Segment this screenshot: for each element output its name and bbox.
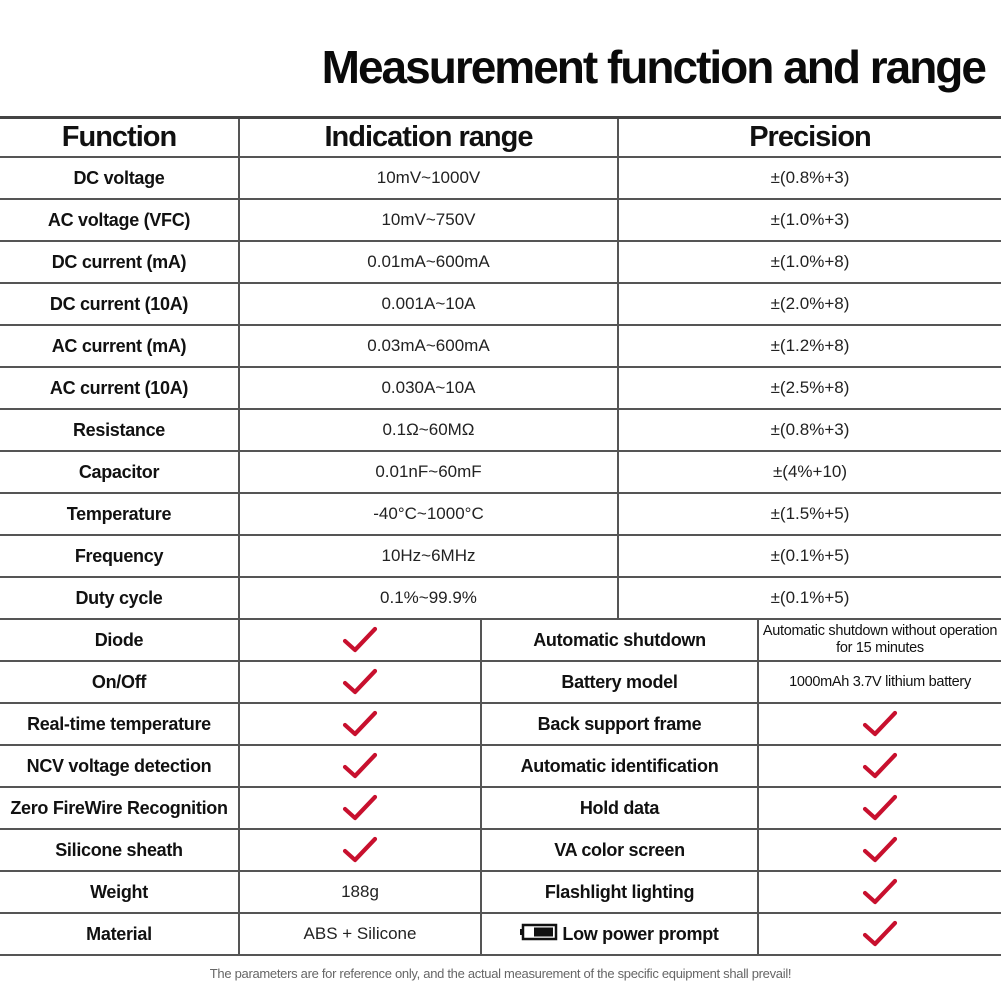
precision-value: ±(0.8%+3): [617, 410, 1001, 450]
spec-table: [0, 116, 1001, 956]
checkmark-icon: [862, 794, 898, 822]
indication-range-value: 0.001A~10A: [238, 284, 617, 324]
precision-value: ±(0.1%+5): [617, 578, 1001, 618]
header-precision: Precision: [617, 119, 1001, 156]
feature-value: [757, 704, 1001, 744]
table-row: [0, 408, 1001, 450]
indication-range-value: -40°C~1000°C: [238, 494, 617, 534]
header-indication-range: Indication range: [238, 119, 617, 156]
checkmark-icon: [862, 710, 898, 738]
feature-label: Zero FireWire Recognition: [10, 797, 228, 818]
indication-range-value: 0.01nF~60mF: [238, 452, 617, 492]
feature-label: Hold data: [480, 788, 757, 828]
precision-value: ±(2.0%+8): [617, 284, 1001, 324]
feature-label: Diode: [94, 629, 144, 650]
table-row: [0, 450, 1001, 492]
precision-value: ±(4%+10): [617, 452, 1001, 492]
indication-range-value: 0.03mA~600mA: [238, 326, 617, 366]
function-label: AC current (mA): [51, 335, 187, 356]
feature-value: [238, 746, 480, 786]
header-function: Function: [61, 121, 177, 153]
feature-value: [238, 788, 480, 828]
function-label: DC current (10A): [49, 293, 189, 314]
feature-value: [757, 746, 1001, 786]
function-label: AC voltage (VFC): [47, 209, 191, 230]
feature-value: [757, 830, 1001, 870]
indication-range-value: 0.030A~10A: [238, 368, 617, 408]
feature-value: [238, 662, 480, 702]
feature-value: [238, 830, 480, 870]
feature-row: [0, 828, 1001, 870]
feature-label: Flashlight lighting: [480, 872, 757, 912]
feature-value: ABS + Silicone: [238, 914, 480, 954]
feature-label: Real-time temperature: [27, 713, 211, 734]
indication-range-value: 0.1Ω~60MΩ: [238, 410, 617, 450]
footer-note: The parameters are for reference only, and the actual measurement of the specific equipment shall prevail!: [209, 966, 792, 981]
table-row: [0, 240, 1001, 282]
feature-value: 1000mAh 3.7V lithium battery: [757, 662, 1001, 702]
feature-label: NCV voltage detection: [26, 755, 212, 776]
function-label: Temperature: [66, 503, 172, 524]
checkmark-icon: [342, 794, 378, 822]
checkmark-icon: [862, 836, 898, 864]
precision-value: ±(1.0%+3): [617, 200, 1001, 240]
feature-value: Automatic shutdown without operation for 15 minutes: [757, 620, 1001, 660]
feature-label: Automatic identification: [480, 746, 757, 786]
feature-value: [757, 872, 1001, 912]
feature-row: [0, 660, 1001, 702]
table-header-row: [0, 116, 1001, 156]
feature-label-text: Low power prompt: [562, 923, 719, 944]
feature-row: [0, 744, 1001, 786]
feature-value: [757, 914, 1001, 954]
checkmark-icon: [342, 668, 378, 696]
battery-low-icon: [520, 923, 558, 946]
feature-value: [238, 704, 480, 744]
checkmark-icon: [342, 752, 378, 780]
precision-value: ±(1.0%+8): [617, 242, 1001, 282]
function-label: Resistance: [72, 419, 166, 440]
table-row: [0, 576, 1001, 618]
feature-label: Weight: [90, 881, 148, 902]
feature-row: [0, 786, 1001, 828]
function-label: DC voltage: [73, 167, 165, 188]
indication-range-value: 0.1%~99.9%: [238, 578, 617, 618]
table-row: [0, 198, 1001, 240]
checkmark-icon: [342, 626, 378, 654]
checkmark-icon: [862, 878, 898, 906]
checkmark-icon: [342, 710, 378, 738]
checkmark-icon: [862, 752, 898, 780]
function-label: Frequency: [74, 545, 164, 566]
function-label: AC current (10A): [49, 377, 189, 398]
feature-label: Battery model: [480, 662, 757, 702]
feature-label: Back support frame: [480, 704, 757, 744]
page-title: Measurement function and range: [321, 41, 985, 93]
table-row: [0, 282, 1001, 324]
indication-range-value: 10Hz~6MHz: [238, 536, 617, 576]
feature-label: VA color screen: [480, 830, 757, 870]
function-label: DC current (mA): [51, 251, 187, 272]
table-row: [0, 156, 1001, 198]
function-label: Capacitor: [78, 461, 160, 482]
indication-range-value: 10mV~750V: [238, 200, 617, 240]
feature-row: [0, 912, 1001, 956]
checkmark-icon: [342, 836, 378, 864]
table-row: [0, 366, 1001, 408]
feature-label: [480, 914, 757, 954]
feature-row: [0, 618, 1001, 660]
indication-range-value: 0.01mA~600mA: [238, 242, 617, 282]
precision-value: ±(1.5%+5): [617, 494, 1001, 534]
precision-value: ±(0.8%+3): [617, 158, 1001, 198]
feature-label: Silicone sheath: [55, 839, 183, 860]
feature-value: [238, 620, 480, 660]
function-label: Duty cycle: [75, 587, 163, 608]
feature-label: On/Off: [91, 671, 147, 692]
table-row: [0, 534, 1001, 576]
feature-value: [757, 788, 1001, 828]
feature-row: [0, 870, 1001, 912]
table-row: [0, 492, 1001, 534]
feature-label: Material: [86, 923, 152, 944]
precision-value: ±(1.2%+8): [617, 326, 1001, 366]
feature-label: Automatic shutdown: [480, 620, 757, 660]
checkmark-icon: [862, 920, 898, 948]
table-row: [0, 324, 1001, 366]
feature-value: 188g: [238, 872, 480, 912]
precision-value: ±(2.5%+8): [617, 368, 1001, 408]
indication-range-value: 10mV~1000V: [238, 158, 617, 198]
precision-value: ±(0.1%+5): [617, 536, 1001, 576]
feature-row: [0, 702, 1001, 744]
